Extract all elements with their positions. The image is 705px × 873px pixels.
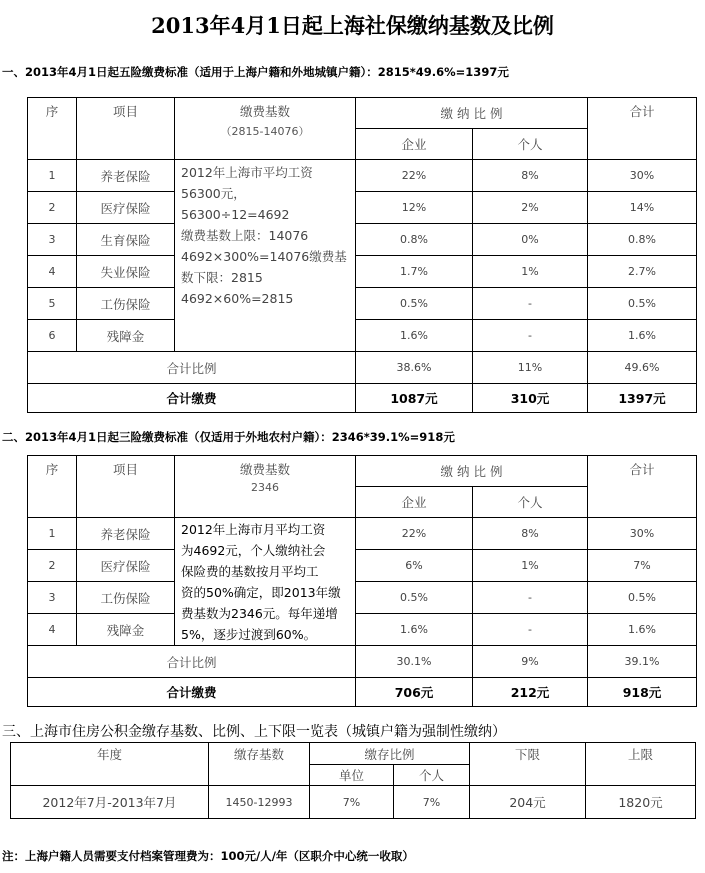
lower-header: 下限	[470, 743, 586, 786]
seq-header: 序	[28, 98, 77, 160]
base-header: 缴费基数 2346	[175, 456, 356, 518]
table-row: 1 养老保险 2012年上海市月平均工资 为4692元，个人缴纳社会 保险费的基数按月平均工 资的50%确定，即2013年缴 费基数为2346元。每年递增 5%，逐步过渡到60%。 22% 8% 30%	[28, 518, 697, 550]
table-row: 2 医疗保险 6% 1% 7%	[28, 550, 697, 582]
sum-fee-row: 合计缴费 1087元 310元 1397元	[28, 384, 697, 413]
base-description: 2012年上海市平均工资 56300元， 56300÷12=4692 缴费基数上限：14076 4692×300%=14076缴费基 数下限：2815 4692×60%=2815	[175, 160, 356, 352]
sum-fee-row: 合计缴费 706元 212元 918元	[28, 678, 697, 707]
section1-table	[27, 97, 697, 413]
ratio-header: 缴存比例	[310, 743, 470, 765]
table-row: 3 工伤保险 0.5% - 0.5%	[28, 582, 697, 614]
upper-header: 上限	[586, 743, 696, 786]
personal-header: 个人	[394, 765, 470, 786]
base-header: 缴存基数	[209, 743, 310, 786]
company-header: 企业	[356, 129, 473, 160]
table-row: 4 失业保险 1.7% 1% 2.7%	[28, 256, 697, 288]
item-header: 项目	[77, 456, 175, 518]
total-header: 合计	[588, 456, 697, 518]
section2-table	[27, 455, 697, 707]
personal-header: 个人	[473, 487, 588, 518]
personal-header: 个人	[473, 129, 588, 160]
base-description: 2012年上海市月平均工资 为4692元，个人缴纳社会 保险费的基数按月平均工 资的50%确定，即2013年缴 费基数为2346元。每年递增 5%，逐步过渡到60%。	[175, 518, 356, 646]
table-row: 6 残障金 1.6% - 1.6%	[28, 320, 697, 352]
total-header: 合计	[588, 98, 697, 160]
company-header: 企业	[356, 487, 473, 518]
table-row: 1 养老保险 2012年上海市平均工资 56300元， 56300÷12=4692 缴费基数上限：14076 4692×300%=14076缴费基 数下限：2815 4692×60%=2815 22% 8% 30%	[28, 160, 697, 192]
base-header: 缴费基数 （2815-14076）	[175, 98, 356, 160]
section1-heading: 一、2013年4月1日起五险缴费标准（适用于上海户籍和外地城镇户籍）：2815*49.6%=1397元	[2, 65, 509, 79]
item-header: 项目	[77, 98, 175, 160]
year-header: 年度	[11, 743, 209, 786]
section2-heading: 二、2013年4月1日起三险缴费标准（仅适用于外地农村户籍）：2346*39.1%=918元	[2, 430, 455, 444]
table-row: 3 生育保险 0.8% 0% 0.8%	[28, 224, 697, 256]
ratio-header: 缴 纳 比 例	[356, 98, 588, 129]
seq-header: 序	[28, 456, 77, 518]
sum-ratio-row: 合计比例 38.6% 11% 49.6%	[28, 352, 697, 384]
footnote: 注：上海户籍人员需要支付档案管理费为：100元/人/年（区职介中心统一收取）	[2, 849, 414, 863]
section3-table	[10, 742, 696, 819]
table-row: 5 工伤保险 0.5% - 0.5%	[28, 288, 697, 320]
table-row: 2 医疗保险 12% 2% 14%	[28, 192, 697, 224]
section3-heading: 三、上海市住房公积金缴存基数、比例、上下限一览表（城镇户籍为强制性缴纳）	[2, 724, 506, 740]
page-title: 2013年4月1日起上海社保缴纳基数及比例	[151, 13, 554, 38]
ratio-header: 缴 纳 比 例	[356, 456, 588, 487]
sum-ratio-row: 合计比例 30.1% 9% 39.1%	[28, 646, 697, 678]
table-row: 2012年7月-2013年7月 1450-12993 7% 7% 204元 1820元	[11, 786, 696, 819]
unit-header: 单位	[310, 765, 394, 786]
table-row: 4 残障金 1.6% - 1.6%	[28, 614, 697, 646]
